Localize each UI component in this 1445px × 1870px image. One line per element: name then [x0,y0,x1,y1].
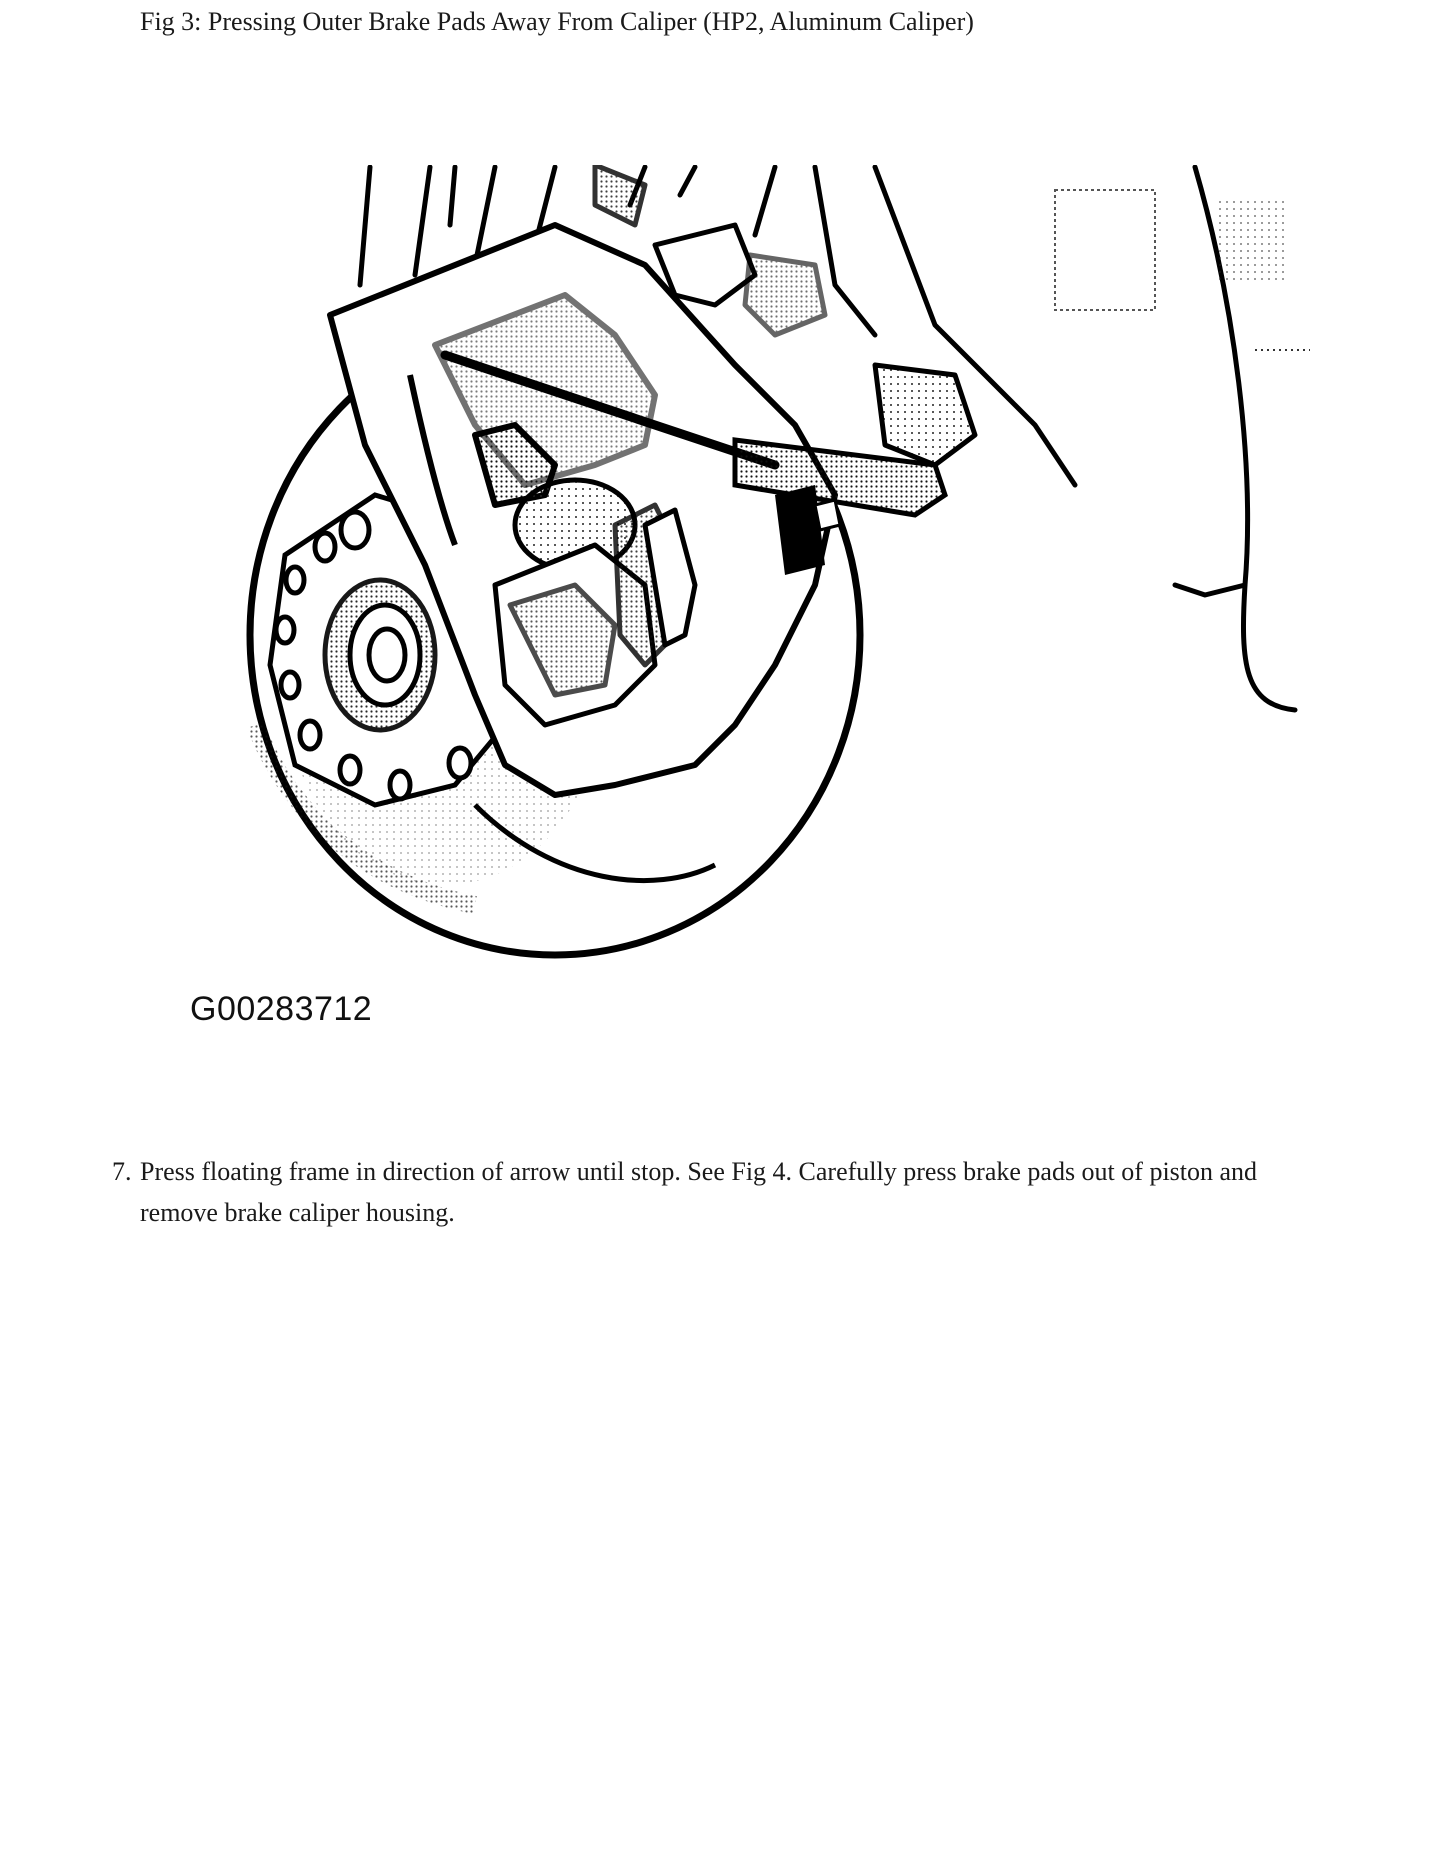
step-number: 7. [112,1157,132,1186]
figure-image-id: G00283712 [190,990,373,1028]
brake-caliper-illustration [175,165,1310,1035]
step-text: Press floating frame in direction of arrow until stop. See Fig 4. Carefully press brake pads out of piston and remove brake caliper housing. [140,1157,1258,1227]
figure-caption: Fig 3: Pressing Outer Brake Pads Away From Caliper (HP2, Aluminum Caliper) [140,7,974,36]
list-item [110,1151,1340,1233]
procedure-steps [110,1151,1340,1233]
